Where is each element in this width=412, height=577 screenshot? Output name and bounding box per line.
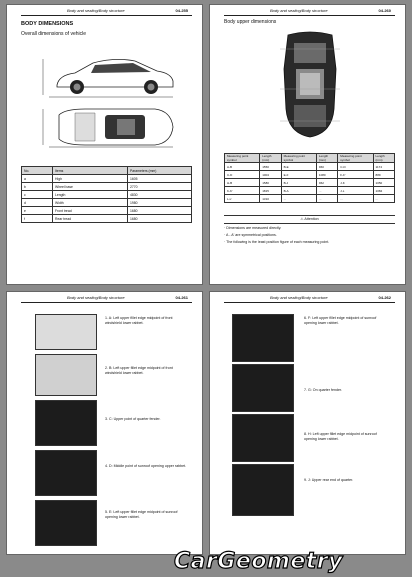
- table-cell: 4830: [128, 191, 192, 199]
- site-watermark: CarGeometry: [174, 549, 343, 574]
- table-cell: J-L: [338, 187, 373, 195]
- table-cell: ...: [373, 195, 394, 203]
- measuring-point-photo: [35, 450, 97, 496]
- table-cell: J-K: [338, 179, 373, 187]
- table-cell: ...: [281, 195, 316, 203]
- table-cell: e: [22, 207, 53, 215]
- table-cell: High: [53, 175, 128, 183]
- table-cell: 962: [316, 179, 337, 187]
- table-row: [225, 195, 395, 203]
- vehicle-side-view-diagram: [35, 51, 185, 101]
- table-header: Parameters (mm): [128, 167, 192, 175]
- table-header: Items: [53, 167, 128, 175]
- step-text: 7. G: On quarter fender.: [304, 388, 342, 392]
- table-row: [22, 215, 192, 223]
- table-header: Length (mm): [260, 154, 281, 163]
- header-page-number: 04-260: [378, 8, 391, 13]
- header-rule: [21, 302, 192, 303]
- manual-page-measuring-points-1: [7, 292, 202, 554]
- table-cell: H-B: [225, 179, 260, 187]
- table-cell: 1980: [128, 199, 192, 207]
- manual-page-measuring-points-2: [210, 292, 405, 554]
- table-row: [225, 179, 395, 187]
- table-cell: K-K': [225, 187, 260, 195]
- header-rule: [224, 302, 395, 303]
- table-cell: F-F': [338, 171, 373, 179]
- table-cell: f: [22, 215, 53, 223]
- body-upper-top-view-diagram: [270, 29, 350, 141]
- header-page-number: 04-255: [175, 8, 188, 13]
- measuring-point-photo: [232, 364, 294, 412]
- table-header: Measuring point symbol: [225, 154, 260, 163]
- header-section: Body and sealing/Body structure: [270, 8, 328, 13]
- table-row: [22, 175, 192, 183]
- measuring-point-photo: [35, 500, 97, 546]
- table-cell: C-D: [338, 163, 373, 171]
- measuring-point-photo: [232, 414, 294, 462]
- measuring-point-photo: [35, 314, 97, 350]
- table-cell: 1310: [260, 195, 281, 203]
- table-row: [225, 187, 395, 195]
- table-cell: c: [22, 191, 53, 199]
- table-row: [22, 207, 192, 215]
- table-header: Length (mm): [316, 154, 337, 163]
- table-cell: b: [22, 183, 53, 191]
- table-cell: ...: [338, 195, 373, 203]
- step-text: 8. H: Left upper fillet edge midpoint of sunroof opening lower rabbet.: [304, 432, 377, 441]
- table-cell: 1815: [260, 187, 281, 195]
- page-title: Body upper dimensions: [224, 19, 277, 25]
- table-cell: B-E: [281, 163, 316, 171]
- table-cell: Wheel base: [53, 183, 128, 191]
- table-cell: ...: [316, 187, 337, 195]
- table-cell: 1084: [373, 187, 394, 195]
- measuring-point-photo: [232, 314, 294, 362]
- table-row: [22, 183, 192, 191]
- page-header: [210, 5, 405, 17]
- table-row: [22, 199, 192, 207]
- table-cell: E-F: [281, 171, 316, 179]
- table-cell: B-J: [281, 179, 316, 187]
- step-text: 1. A: Left upper fillet edge midpoint of front windshield lower rabbet.: [105, 316, 173, 325]
- table-cell: 1680: [128, 215, 192, 223]
- table-cell: 2770: [128, 183, 192, 191]
- page-title: BODY DIMENSIONS: [21, 21, 74, 27]
- step-text: 9. J: Upper rear end of quarter.: [304, 478, 354, 482]
- page-header: [210, 292, 405, 304]
- table-cell: A-B: [225, 163, 260, 171]
- step-text: 2. B: Left upper fillet edge midpoint of front windshield lower rabbet.: [105, 366, 173, 375]
- header-section: Body and sealing/Body structure: [67, 295, 125, 300]
- note-line: · Dimensions are measured directly.: [224, 226, 282, 230]
- warning-icon: ⚠: [300, 217, 304, 221]
- table-cell: Rear tread: [53, 215, 128, 223]
- measuring-point-photo: [35, 354, 97, 396]
- table-cell: B-A: [281, 187, 316, 195]
- step-text: 6. F: Left upper fillet edge midpoint of sunroof opening lower rabbet.: [304, 316, 377, 325]
- table-cell: 1174: [373, 163, 394, 171]
- table-cell: Width: [53, 199, 128, 207]
- attention-bar: [224, 215, 395, 224]
- table-cell: 1050: [373, 179, 394, 187]
- table-header: Measuring point symbol: [338, 154, 373, 163]
- header-page-number: 04-261: [175, 295, 188, 300]
- table-cell: Front tread: [53, 207, 128, 215]
- attention-label: Attention: [304, 217, 319, 221]
- dimensions-table: [21, 166, 192, 223]
- table-header: Length (mm): [373, 154, 394, 163]
- table-cell: 960: [316, 163, 337, 171]
- note-line: · A - A' are symmetrical positions.: [224, 233, 277, 237]
- table-row: [22, 191, 192, 199]
- table-cell: 1080: [316, 171, 337, 179]
- table-cell: 1605: [128, 175, 192, 183]
- manual-page-body-upper-dimensions: [210, 5, 405, 284]
- measuring-point-photo: [232, 464, 294, 516]
- table-cell: 1680: [128, 207, 192, 215]
- table-cell: L-L': [225, 195, 260, 203]
- table-cell: ...: [316, 195, 337, 203]
- header-rule: [224, 15, 395, 16]
- header-rule: [21, 15, 192, 16]
- table-header: No.: [22, 167, 53, 175]
- table-cell: 1550: [260, 163, 281, 171]
- step-text: 5. E: Left upper fillet edge midpoint of sunroof opening lower rabbet.: [105, 510, 178, 519]
- table-header: Measuring point symbol: [281, 154, 316, 163]
- header-section: Body and sealing/Body structure: [270, 295, 328, 300]
- table-row: [225, 171, 395, 179]
- note-line: · The following is the least position figure of each measuring point.: [224, 240, 330, 244]
- page-header: [7, 292, 202, 304]
- table-row: [225, 163, 395, 171]
- table-cell: 889: [373, 171, 394, 179]
- upper-dimensions-table: [224, 153, 395, 203]
- manual-page-body-dimensions: [7, 5, 202, 284]
- step-text: 4. D: Middle point of sunroof opening upper rabbet.: [105, 464, 187, 468]
- table-cell: 1580: [260, 179, 281, 187]
- vehicle-top-view-diagram: [35, 105, 185, 150]
- table-cell: Length: [53, 191, 128, 199]
- table-cell: d: [22, 199, 53, 207]
- table-cell: C-D: [225, 171, 260, 179]
- table-cell: a: [22, 175, 53, 183]
- page-header: [7, 5, 202, 17]
- table-cell: 1004: [260, 171, 281, 179]
- header-page-number: 04-262: [378, 295, 391, 300]
- step-text: 3. C: Upper point of quarter fender.: [105, 417, 161, 421]
- section-subtitle: Overall dimensions of vehicle: [21, 31, 87, 37]
- header-section: Body and sealing/Body structure: [67, 8, 125, 13]
- measuring-point-photo: [35, 400, 97, 446]
